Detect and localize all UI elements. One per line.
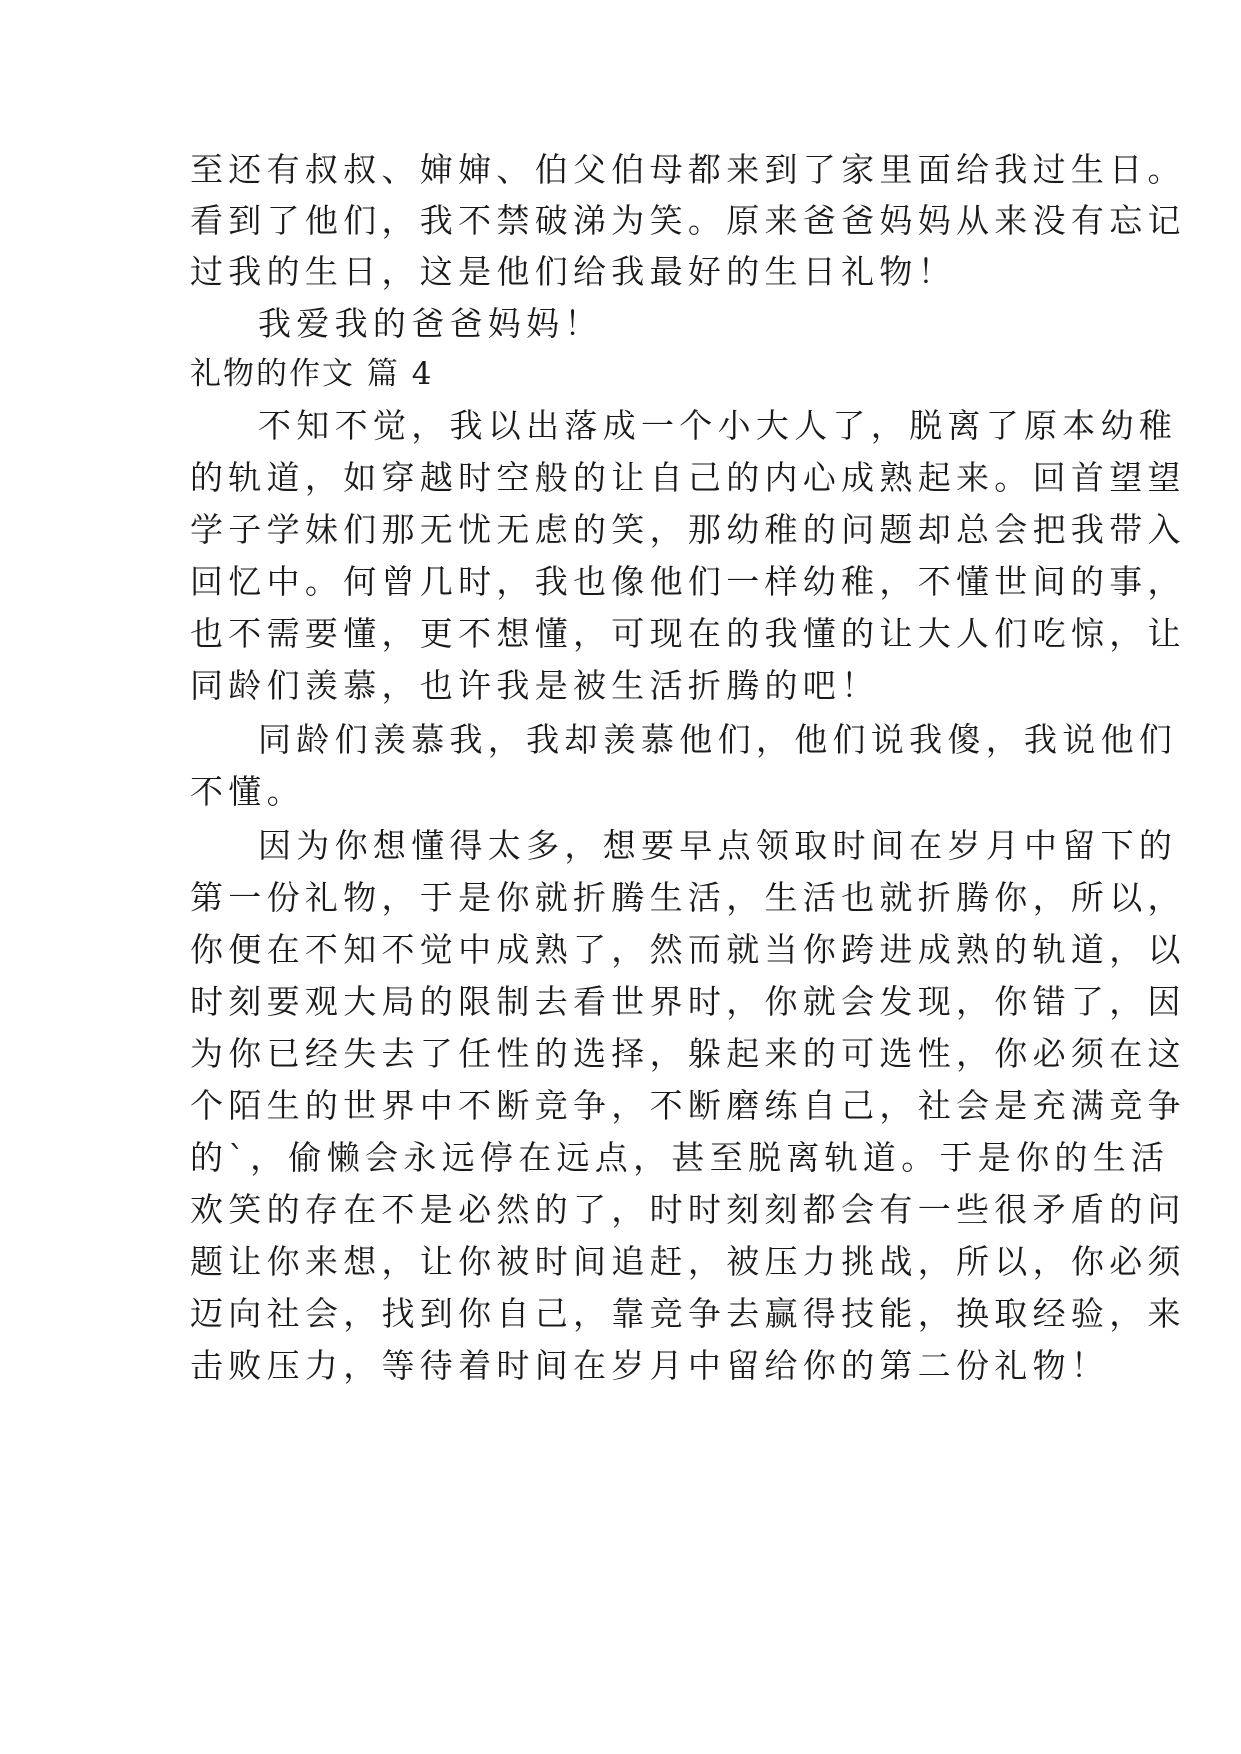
text-line: 的`，偷懒会永远停在远点，甚至脱离轨道。于是你的生活 [190, 1138, 1170, 1177]
text-line: 时刻要观大局的限制去看世界时，你就会发现，你错了，因 [190, 982, 1186, 1021]
text-line: 个陌生的世界中不断竞争，不断磨练自己，社会是充满竞争 [190, 1086, 1186, 1125]
text-line: 过我的生日，这是他们给我最好的生日礼物！ [190, 252, 956, 291]
section-heading: 礼物的作文 篇 4 [190, 356, 434, 392]
text-line: 不懂。 [190, 772, 305, 811]
text-line: 的轨道，如穿越时空般的让自己的内心成熟起来。回首望望 [190, 458, 1186, 497]
text-line: 学子学妹们那无忧无虑的笑，那幼稚的问题却总会把我带入 [190, 510, 1186, 549]
text-line: 题让你来想，让你被时间追赶，被压力挑战，所以，你必须 [190, 1242, 1186, 1281]
text-line: 不知不觉，我以出落成一个小大人了，脱离了原本幼稚 [258, 406, 1178, 445]
text-line: 为你已经失去了任性的选择，躲起来的可选性，你必须在这 [190, 1034, 1186, 1073]
text-line: 回忆中。何曾几时，我也像他们一样幼稚，不懂世间的事， [190, 562, 1186, 601]
text-line: 因为你想懂得太多，想要早点领取时间在岁月中留下的 [258, 826, 1178, 865]
text-line: 我爱我的爸爸妈妈！ [258, 304, 603, 343]
text-line: 同龄们羡慕，也许我是被生活折腾的吧！ [190, 666, 880, 705]
text-line: 迈向社会，找到你自己，靠竞争去赢得技能，换取经验，来 [190, 1294, 1186, 1333]
text-line: 第一份礼物，于是你就折腾生活，生活也就折腾你，所以， [190, 878, 1186, 917]
text-line: 至还有叔叔、婶婶、伯父伯母都来到了家里面给我过生日。 [190, 150, 1186, 189]
text-line: 欢笑的存在不是必然的了，时时刻刻都会有一些很矛盾的问 [190, 1190, 1186, 1229]
text-line: 击败压力，等待着时间在岁月中留给你的第二份礼物！ [190, 1346, 1110, 1385]
text-line: 你便在不知不觉中成熟了，然而就当你跨进成熟的轨道，以 [190, 930, 1186, 969]
text-line: 看到了他们，我不禁破涕为笑。原来爸爸妈妈从来没有忘记 [190, 201, 1186, 240]
text-line: 同龄们羡慕我，我却羡慕他们，他们说我傻，我说他们 [258, 720, 1178, 759]
text-line: 也不需要懂，更不想懂，可现在的我懂的让大人们吃惊，让 [190, 614, 1186, 653]
